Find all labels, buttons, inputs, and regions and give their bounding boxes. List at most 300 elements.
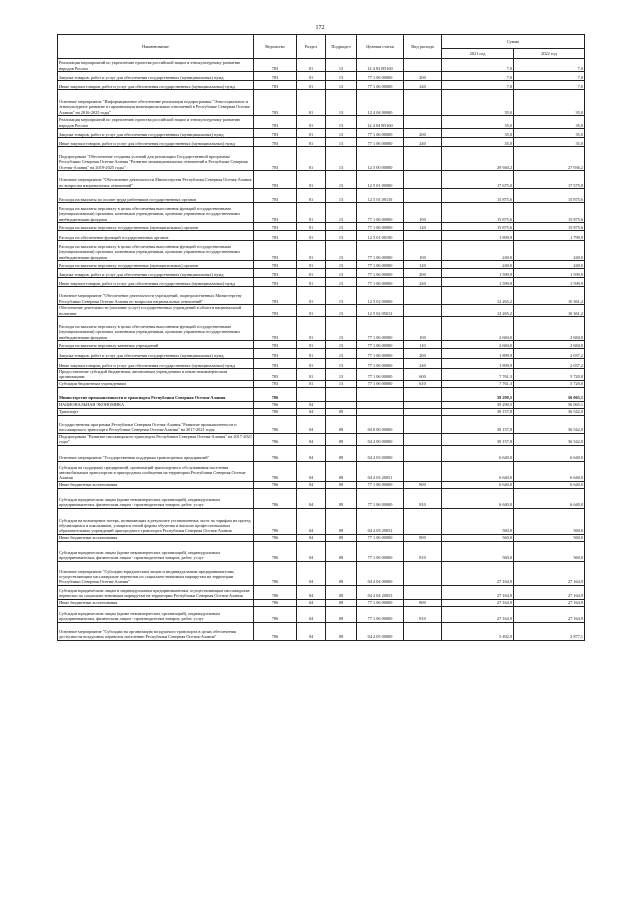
row-sum-2022: 2 684,0 bbox=[514, 341, 585, 349]
row-sum-2021: 7,0 bbox=[442, 72, 514, 81]
row-sum-2022: 35,0 bbox=[514, 116, 585, 129]
row-sum-2021: 35,0 bbox=[442, 138, 514, 147]
table-row bbox=[58, 287, 585, 305]
row-expense-type bbox=[404, 116, 442, 129]
row-expense-type bbox=[404, 59, 442, 72]
row-razdel: 04 bbox=[297, 461, 326, 481]
row-expense-type: 810 bbox=[404, 541, 442, 561]
row-razdel: 04 bbox=[297, 408, 326, 415]
row-razdel: 01 bbox=[297, 359, 326, 369]
row-podrazdel: 13 bbox=[326, 287, 357, 305]
row-sum-2021: 27 164,9 bbox=[442, 561, 514, 585]
row-podrazdel: 13 bbox=[326, 223, 357, 231]
row-name: Расходы на выплаты персоналу в целях обеспечения выполнения функций государственными (муниципальными) органами, казенными учреждениями, органами управления государственными внебюджетными фондами bbox=[58, 203, 254, 223]
table-row bbox=[58, 349, 585, 359]
table-row bbox=[58, 387, 585, 401]
row-podrazdel: 08 bbox=[326, 622, 357, 640]
row-sum-2022: 240,0 bbox=[514, 241, 585, 261]
row-sum-2022: 36 542,0 bbox=[514, 408, 585, 415]
row-vedomstvo: 786 bbox=[254, 408, 297, 415]
row-podrazdel: 08 bbox=[326, 415, 357, 433]
row-expense-type: 240 bbox=[404, 359, 442, 369]
header-name: Наименование bbox=[58, 35, 254, 59]
header-expense-type: Вид расхода bbox=[404, 35, 442, 59]
row-target-article: 77 1 06 00000 bbox=[357, 349, 404, 359]
row-podrazdel: 13 bbox=[326, 129, 357, 138]
row-sum-2021: 27 164,9 bbox=[442, 599, 514, 606]
row-razdel: 04 bbox=[297, 606, 326, 622]
row-expense-type: 800 bbox=[404, 534, 442, 541]
row-razdel: 01 bbox=[297, 341, 326, 349]
header-sum: Сумма bbox=[442, 35, 585, 49]
row-vedomstvo: 783 bbox=[254, 189, 297, 203]
row-sum-2021: 12 265,2 bbox=[442, 305, 514, 317]
row-sum-2022: 2 037,2 bbox=[514, 349, 585, 359]
row-razdel: 01 bbox=[297, 287, 326, 305]
row-target-article: 04 0 00 00000 bbox=[357, 415, 404, 433]
table-row bbox=[58, 305, 585, 317]
row-vedomstvo: 783 bbox=[254, 380, 297, 387]
row-name: Реализация мероприятий по укреплению единства российской нации и этнокультурному развитию народов России bbox=[58, 59, 254, 72]
table-row bbox=[58, 138, 585, 147]
table-row bbox=[58, 81, 585, 90]
row-target-article: 77 1 06 00000 bbox=[357, 269, 404, 278]
row-sum-2022: 6 640,0 bbox=[514, 481, 585, 488]
row-vedomstvo: 786 bbox=[254, 433, 297, 445]
row-sum-2021: 59 290,5 bbox=[442, 387, 514, 401]
row-target-article: 12 5 01 00000 bbox=[357, 171, 404, 189]
row-name: Основное мероприятие "Государственная поддержка транспортных предприятий" bbox=[58, 445, 254, 461]
row-target-article: 04 2 03 20051 bbox=[357, 461, 404, 481]
row-name: Подпрограмма "Обеспечение создания условий для реализации Государственной программы Республики Северная Осетия-Алания "Развитие межнациональных отношений в Республике Северная Осетия-Алания" на 2019-2025 годы" bbox=[58, 147, 254, 171]
row-sum-2022: 7,0 bbox=[514, 81, 585, 90]
row-razdel: 01 bbox=[297, 369, 326, 381]
row-expense-type: 240 bbox=[404, 138, 442, 147]
row-razdel: 01 bbox=[297, 72, 326, 81]
table-row bbox=[58, 261, 585, 269]
budget-table bbox=[57, 34, 585, 641]
row-expense-type: 200 bbox=[404, 349, 442, 359]
row-sum-2022: 6 640,0 bbox=[514, 445, 585, 461]
row-vedomstvo: 783 bbox=[254, 369, 297, 381]
table-row bbox=[58, 171, 585, 189]
row-podrazdel: 13 bbox=[326, 59, 357, 72]
row-expense-type bbox=[404, 408, 442, 415]
row-name: Закупка товаров, работ и услуг для обеспечения государственных (муниципальных) нужд bbox=[58, 72, 254, 81]
table-row bbox=[58, 359, 585, 369]
row-podrazdel: 13 bbox=[326, 369, 357, 381]
row-podrazdel: 13 bbox=[326, 261, 357, 269]
row-vedomstvo: 783 bbox=[254, 129, 297, 138]
row-name: Подпрограмма "Развитие пассажирского транспорта Республики Северная Осетия-Алания" на 2017-2021 годы" bbox=[59, 434, 252, 445]
row-sum-2022: 6 640,0 bbox=[514, 488, 585, 508]
row-razdel: 01 bbox=[297, 231, 326, 241]
row-vedomstvo: 783 bbox=[254, 138, 297, 147]
row-podrazdel: 13 bbox=[326, 278, 357, 287]
header-podrazdel: Подраздел bbox=[326, 35, 357, 59]
row-sum-2022: 27 164,9 bbox=[514, 599, 585, 606]
row-name: Субсидии юридическим лицам (кроме некоммерческих организаций), индивидуальным предпринимателям, физическим лицам - производителям товаров, работ, услуг bbox=[58, 606, 254, 622]
row-sum-2022: 36 542,0 bbox=[514, 433, 585, 445]
row-target-article: 04 2 05 00000 bbox=[357, 622, 404, 640]
row-razdel: 04 bbox=[297, 488, 326, 508]
row-podrazdel: 08 bbox=[326, 481, 357, 488]
row-name: Субсидии на поддержку предприятий, организаций транспортного обслуживания населения автомобильным транспортом в пригородном сообщении на территории Республики Северная Осетия-Алания bbox=[58, 461, 254, 481]
row-sum-2021: 15 875,6 bbox=[442, 223, 514, 231]
row-name: Иные закупки товаров, работ и услуг для обеспечения государственных (муниципальных) нужд bbox=[58, 359, 254, 369]
table-row bbox=[58, 599, 585, 606]
table-row bbox=[58, 606, 585, 622]
row-vedomstvo: 783 bbox=[254, 81, 297, 90]
row-target-article: 04 2 00 00000 bbox=[357, 433, 404, 445]
row-razdel: 01 bbox=[297, 138, 326, 147]
row-vedomstvo: 783 bbox=[254, 116, 297, 129]
row-sum-2021: 5 492,9 bbox=[442, 622, 514, 640]
row-razdel: 01 bbox=[297, 278, 326, 287]
row-podrazdel: 13 bbox=[326, 380, 357, 387]
row-expense-type bbox=[404, 171, 442, 189]
row-sum-2021: 39 157,8 bbox=[442, 415, 514, 433]
row-sum-2021: 35,0 bbox=[442, 116, 514, 129]
row-expense-type: 240 bbox=[404, 278, 442, 287]
row-podrazdel: 13 bbox=[326, 138, 357, 147]
row-vedomstvo: 786 bbox=[254, 461, 297, 481]
table-row bbox=[58, 241, 585, 261]
row-expense-type: 240 bbox=[404, 81, 442, 90]
row-expense-type bbox=[404, 387, 442, 401]
row-sum-2022: 7,0 bbox=[514, 72, 585, 81]
row-target-article bbox=[357, 401, 404, 408]
row-vedomstvo: 783 bbox=[254, 349, 297, 359]
row-expense-type bbox=[404, 231, 442, 241]
table-row bbox=[58, 341, 585, 349]
row-name: Транспорт bbox=[58, 408, 254, 415]
row-name: Расходы на выплаты персоналу в целях обеспечения выполнения функций государственными (муниципальными) органами, казенными учреждениями, органами управления государственными внебюджетными фондами bbox=[58, 317, 254, 341]
row-expense-type bbox=[404, 622, 442, 640]
row-sum-2021: 1 599,9 bbox=[442, 278, 514, 287]
row-name: Субсидии на возмещение потерь, возникающих в результате установленных льгот по тарифам на проезд обучающимся и школьников, учащихся очной формы обучения и высших профессиональных образовательных учреждений пригородного транспорта Республики Северная Осетия-Алания bbox=[58, 508, 254, 534]
row-expense-type bbox=[404, 461, 442, 481]
row-target-article: 12 4 03 R5160 bbox=[357, 59, 404, 72]
row-target-article: 77 1 06 00000 bbox=[357, 261, 404, 269]
row-vedomstvo: 783 bbox=[254, 269, 297, 278]
row-razdel: 01 bbox=[297, 116, 326, 129]
row-podrazdel: 08 bbox=[326, 534, 357, 541]
table-row bbox=[58, 585, 585, 599]
row-sum-2021: 7,0 bbox=[442, 81, 514, 90]
row-vedomstvo: 786 bbox=[254, 508, 297, 534]
row-sum-2022: 1 599,9 bbox=[514, 269, 585, 278]
row-sum-2022: 27 936,2 bbox=[514, 147, 585, 171]
row-podrazdel bbox=[326, 387, 357, 401]
row-sum-2022: 1 599,9 bbox=[514, 278, 585, 287]
header-vedomstvo: Ведомство bbox=[254, 35, 297, 59]
table-row bbox=[58, 461, 585, 481]
row-podrazdel bbox=[326, 401, 357, 408]
row-name: Иные бюджетные ассигнования bbox=[58, 481, 254, 488]
row-name: Расходы на выплаты по оплате труда работников государственных органов bbox=[58, 189, 254, 203]
row-razdel: 04 bbox=[297, 622, 326, 640]
row-podrazdel: 08 bbox=[326, 433, 357, 445]
row-sum-2021: 560,0 bbox=[442, 508, 514, 534]
row-razdel: 04 bbox=[297, 445, 326, 461]
row-sum-2022: 15 875,6 bbox=[514, 203, 585, 223]
row-vedomstvo: 786 bbox=[254, 387, 297, 401]
row-expense-type: 120 bbox=[404, 261, 442, 269]
row-vedomstvo: 783 bbox=[254, 317, 297, 341]
row-expense-type bbox=[404, 401, 442, 408]
table-row bbox=[58, 561, 585, 585]
row-sum-2022: 36 542,0 bbox=[514, 415, 585, 433]
row-expense-type: 120 bbox=[404, 223, 442, 231]
row-expense-type bbox=[404, 433, 442, 445]
row-sum-2022: 35,0 bbox=[514, 138, 585, 147]
table-row bbox=[58, 433, 585, 445]
row-vedomstvo: 786 bbox=[254, 606, 297, 622]
row-sum-2021: 560,0 bbox=[442, 541, 514, 561]
row-name: Государственная программа Республики Северная Осетия-Алания "Развитие промышленности и пассажирского транспорта Республики Северная Осетия-Алания" на 2017-2021 годы bbox=[58, 415, 254, 433]
row-target-article: 77 1 06 00000 bbox=[357, 278, 404, 287]
row-vedomstvo: 786 bbox=[254, 622, 297, 640]
row-expense-type bbox=[404, 415, 442, 433]
row-podrazdel: 08 bbox=[326, 606, 357, 622]
row-sum-2022: 35,0 bbox=[514, 90, 585, 116]
row-name: Закупка товаров, работ и услуг для обеспечения государственных (муниципальных) нужд bbox=[58, 269, 254, 278]
row-target-article: 12 5 01 00190 bbox=[357, 231, 404, 241]
row-razdel: 01 bbox=[297, 305, 326, 317]
row-expense-type: 800 bbox=[404, 599, 442, 606]
row-name: Субсидии бюджетным учреждениям bbox=[58, 380, 254, 387]
row-podrazdel: 13 bbox=[326, 305, 357, 317]
row-name: Иные бюджетные ассигнования bbox=[58, 599, 254, 606]
table-row bbox=[58, 203, 585, 223]
row-vedomstvo: 786 bbox=[254, 585, 297, 599]
row-target-article bbox=[357, 387, 404, 401]
row-razdel: 04 bbox=[297, 415, 326, 433]
row-vedomstvo: 783 bbox=[254, 59, 297, 72]
row-vedomstvo: 786 bbox=[254, 541, 297, 561]
row-expense-type bbox=[404, 445, 442, 461]
row-expense-type bbox=[404, 561, 442, 585]
row-razdel: 01 bbox=[297, 317, 326, 341]
row-name: Расходы на выплаты персоналу государственных (муниципальных) органов bbox=[58, 261, 254, 269]
row-sum-2022: 560,0 bbox=[514, 508, 585, 534]
row-vedomstvo: 786 bbox=[254, 561, 297, 585]
table-row bbox=[58, 90, 585, 116]
page-number: 172 bbox=[315, 25, 325, 31]
row-podrazdel: 08 bbox=[326, 488, 357, 508]
row-expense-type bbox=[404, 508, 442, 534]
row-vedomstvo: 783 bbox=[254, 223, 297, 231]
row-name: Иные закупки товаров, работ и услуг для обеспечения государственных (муниципальных) нужд bbox=[58, 138, 254, 147]
row-sum-2022: 56 065,1 bbox=[514, 387, 585, 401]
row-sum-2021: 7 761,3 bbox=[442, 380, 514, 387]
row-razdel: 01 bbox=[297, 129, 326, 138]
row-sum-2021: 27 164,9 bbox=[442, 606, 514, 622]
row-razdel: 01 bbox=[297, 81, 326, 90]
row-podrazdel: 08 bbox=[326, 599, 357, 606]
header-year-2021: 2021 год bbox=[442, 49, 514, 59]
row-expense-type: 800 bbox=[404, 481, 442, 488]
row-vedomstvo: 786 bbox=[254, 481, 297, 488]
table-body bbox=[58, 59, 585, 641]
row-razdel: 04 bbox=[297, 599, 326, 606]
row-expense-type: 200 bbox=[404, 269, 442, 278]
row-name: Основное мероприятие "Информационное обеспечение реализации подпрограммы "Этносоциальное и этнокультурное развитие и гармонизация межнациональных отношений в Республике Северная Осетия-Алания" на 2016-2025 годы" bbox=[58, 90, 254, 116]
row-sum-2022: 560,0 bbox=[514, 534, 585, 541]
row-name: Основное мероприятие "Субсидии юридическим лицам и индивидуальным предпринимателям, осуществляющим пассажирские перевозки по социально-значимым маршрутам на территории Республики Северная Осетия-Алания" bbox=[58, 561, 254, 585]
row-expense-type: 810 bbox=[404, 488, 442, 508]
row-target-article: 77 1 06 00000 bbox=[357, 359, 404, 369]
row-podrazdel: 08 bbox=[326, 585, 357, 599]
row-name: Субсидии юридическим лицам (кроме некоммерческих организаций), индивидуальным предпринимателям, физическим лицам - производителям товаров, работ, услуг bbox=[58, 488, 254, 508]
row-razdel: 04 bbox=[297, 585, 326, 599]
row-podrazdel: 08 bbox=[326, 461, 357, 481]
row-sum-2022: 10 361,2 bbox=[514, 305, 585, 317]
row-sum-2021: 39 157,8 bbox=[442, 408, 514, 415]
row-vedomstvo: 783 bbox=[254, 278, 297, 287]
row-sum-2022: 10 361,2 bbox=[514, 287, 585, 305]
row-razdel: 04 bbox=[297, 508, 326, 534]
row-sum-2022: 5 720,0 bbox=[514, 369, 585, 381]
row-expense-type bbox=[404, 147, 442, 171]
table-row bbox=[58, 488, 585, 508]
row-vedomstvo: 783 bbox=[254, 341, 297, 349]
row-sum-2022: 6 640,0 bbox=[514, 461, 585, 481]
row-vedomstvo: 786 bbox=[254, 488, 297, 508]
row-sum-2022: 560,0 bbox=[514, 541, 585, 561]
row-expense-type: 810 bbox=[404, 606, 442, 622]
row-name: Расходы на выплаты персоналу государственных (муниципальных) органов bbox=[58, 223, 254, 231]
row-sum-2021: 2 684,0 bbox=[442, 341, 514, 349]
row-name: Иные закупки товаров, работ и услуг для обеспечения государственных (муниципальных) нужд bbox=[58, 278, 254, 287]
row-sum-2022: 27 164,9 bbox=[514, 561, 585, 585]
row-sum-2021: 27 164,9 bbox=[442, 585, 514, 599]
row-expense-type bbox=[404, 305, 442, 317]
row-sum-2021: 6 640,0 bbox=[442, 488, 514, 508]
row-target-article: 04 2 04 00000 bbox=[357, 561, 404, 585]
row-razdel: 01 bbox=[297, 269, 326, 278]
row-razdel: 01 bbox=[297, 349, 326, 359]
row-razdel: 01 bbox=[297, 380, 326, 387]
row-target-article: 77 1 06 00000 bbox=[357, 317, 404, 341]
row-razdel: 04 bbox=[297, 534, 326, 541]
row-expense-type bbox=[404, 287, 442, 305]
row-sum-2022: 240,0 bbox=[514, 261, 585, 269]
row-target-article: 77 1 06 00000 bbox=[357, 481, 404, 488]
table-row bbox=[58, 231, 585, 241]
row-razdel: 04 bbox=[297, 433, 326, 445]
row-sum-2021: 6 640,0 bbox=[442, 481, 514, 488]
row-target-article: 77 1 06 00000 bbox=[357, 241, 404, 261]
row-name: Основное мероприятие "Субсидии на организацию воздушного транспорта в целях обеспечения доступности воздушных перевозок населению Республики Северная Осетия-Алания" bbox=[58, 622, 254, 640]
row-target-article: 04 2 03 00000 bbox=[357, 445, 404, 461]
row-sum-2022: 2 684,0 bbox=[514, 317, 585, 341]
row-name: Расходы на выплаты персоналу казенных учреждений bbox=[58, 341, 254, 349]
row-expense-type bbox=[404, 189, 442, 203]
row-podrazdel: 13 bbox=[326, 359, 357, 369]
row-razdel bbox=[297, 387, 326, 401]
row-expense-type: 200 bbox=[404, 72, 442, 81]
row-podrazdel: 13 bbox=[326, 72, 357, 81]
row-podrazdel: 08 bbox=[326, 541, 357, 561]
row-sum-2021: 560,0 bbox=[442, 534, 514, 541]
table-row bbox=[58, 380, 585, 387]
row-sum-2022: 2 877,1 bbox=[514, 622, 585, 640]
row-name: Иные бюджетные ассигнования bbox=[58, 534, 254, 541]
table-row bbox=[58, 116, 585, 129]
row-sum-2021: 7 761,3 bbox=[442, 369, 514, 381]
table-row bbox=[58, 401, 585, 408]
row-name: Субсидии юридическим лицам и индивидуальным предпринимателям, осуществляющим пассажирские перевозки по социально-значимым маршрутам на территории Республики Северная Осетия-Алания bbox=[58, 585, 254, 599]
row-sum-2022: 27 164,9 bbox=[514, 606, 585, 622]
table-row bbox=[58, 72, 585, 81]
row-name: Иные закупки товаров, работ и услуг для обеспечения государственных (муниципальных) нужд bbox=[58, 81, 254, 90]
row-podrazdel: 13 bbox=[326, 341, 357, 349]
row-podrazdel: 13 bbox=[326, 81, 357, 90]
row-sum-2021: 12 265,2 bbox=[442, 287, 514, 305]
row-sum-2022: 2 037,2 bbox=[514, 359, 585, 369]
row-name: Реализация мероприятий по укреплению единства российской нации и этнокультурному развитию народов России bbox=[58, 116, 254, 129]
row-expense-type: 610 bbox=[404, 380, 442, 387]
row-sum-2021: 7,0 bbox=[442, 59, 514, 72]
row-expense-type: 100 bbox=[404, 317, 442, 341]
row-vedomstvo: 783 bbox=[254, 261, 297, 269]
table-row bbox=[58, 269, 585, 278]
row-podrazdel: 08 bbox=[326, 508, 357, 534]
row-sum-2021: 35,0 bbox=[442, 90, 514, 116]
row-vedomstvo: 786 bbox=[254, 599, 297, 606]
row-podrazdel: 13 bbox=[326, 269, 357, 278]
row-target-article: 77 1 06 00000 bbox=[357, 72, 404, 81]
row-target-article: 77 1 06 00000 bbox=[357, 223, 404, 231]
row-podrazdel: 13 bbox=[326, 203, 357, 223]
row-podrazdel: 08 bbox=[326, 408, 357, 415]
table-row bbox=[58, 408, 585, 415]
row-sum-2021: 2 684,0 bbox=[442, 317, 514, 341]
row-sum-2021: 15 875,6 bbox=[442, 203, 514, 223]
row-sum-2021: 1 599,9 bbox=[442, 269, 514, 278]
row-podrazdel: 13 bbox=[326, 231, 357, 241]
row-sum-2022: 15 875,6 bbox=[514, 189, 585, 203]
row-name: Предоставление субсидий бюджетным, автономным учреждениям и иным некоммерческим организациям bbox=[58, 369, 254, 381]
table-row bbox=[58, 189, 585, 203]
row-razdel: 01 bbox=[297, 90, 326, 116]
row-target-article: 77 1 06 00000 bbox=[357, 341, 404, 349]
row-razdel: 01 bbox=[297, 223, 326, 231]
table-row bbox=[58, 317, 585, 341]
row-vedomstvo: 783 bbox=[254, 305, 297, 317]
table-row bbox=[58, 508, 585, 534]
row-podrazdel: 13 bbox=[326, 90, 357, 116]
row-sum-2021: 59 290,5 bbox=[442, 401, 514, 408]
row-razdel: 04 bbox=[297, 401, 326, 408]
row-name: Закупка товаров, работ и услуг для обеспечения государственных (муниципальных) нужд bbox=[58, 349, 254, 359]
table-row bbox=[58, 369, 585, 381]
row-name: Расходы на обеспечение функций государственных органов bbox=[58, 231, 254, 241]
row-razdel: 04 bbox=[297, 481, 326, 488]
row-vedomstvo: 783 bbox=[254, 241, 297, 261]
row-podrazdel: 13 bbox=[326, 189, 357, 203]
row-name: Основное мероприятие "Обеспечение деятельности учреждений, подведомственных Министерству Республики Северная Осетия-Алания по вопросам национальных отношений" bbox=[58, 287, 254, 305]
row-razdel: 01 bbox=[297, 203, 326, 223]
row-expense-type bbox=[404, 585, 442, 599]
table-row bbox=[58, 534, 585, 541]
table-row bbox=[58, 445, 585, 461]
row-target-article: 04 2 03 20052 bbox=[357, 508, 404, 534]
row-target-article: 12 4 04 R5160 bbox=[357, 116, 404, 129]
row-vedomstvo: 786 bbox=[254, 401, 297, 408]
